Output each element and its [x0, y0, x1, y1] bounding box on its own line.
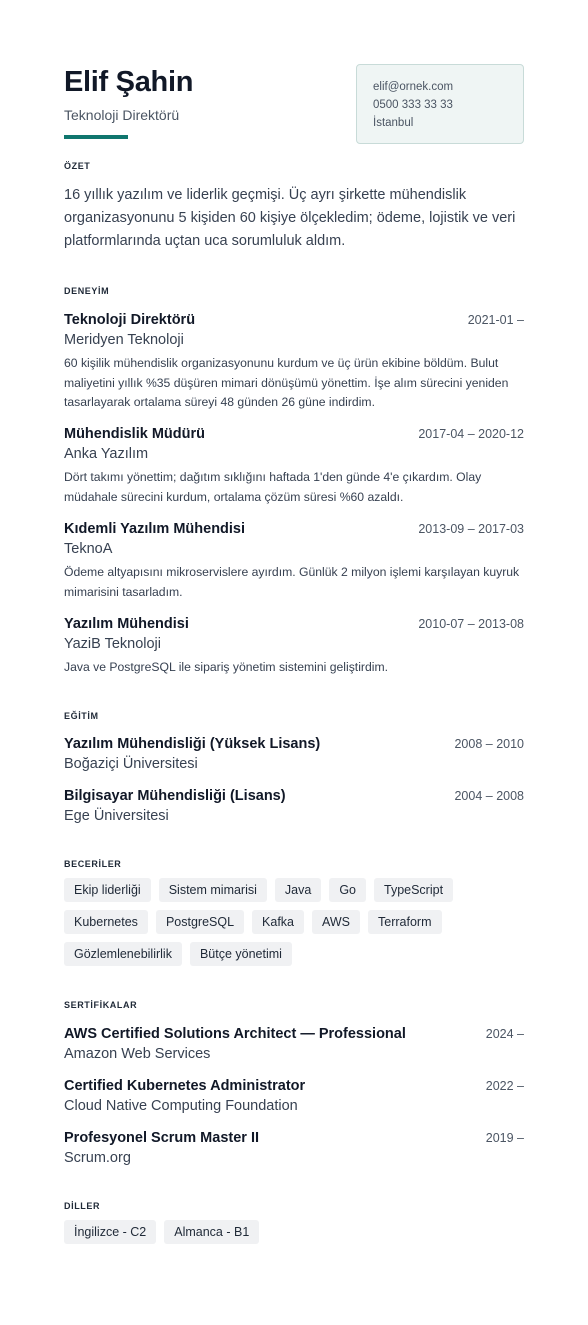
- person-role: Teknoloji Direktörü: [64, 107, 180, 123]
- contact-city: İstanbul: [373, 117, 414, 129]
- education-school: Boğaziçi Üniversitesi: [64, 756, 198, 772]
- skill-tag: Gözlemlenebilirlik: [64, 942, 182, 966]
- education-heading: EĞİTİM: [64, 711, 99, 721]
- contact-email[interactable]: elif@ornek.com: [373, 81, 454, 93]
- experience-description: Ödeme altyapısını mikroservislere ayırdım. Günlük 2 milyon işlemi karşılayan kuyruk mimarisini tasarladım.: [64, 565, 520, 599]
- certification-name: Certified Kubernetes Administrator: [64, 1078, 306, 1094]
- certification-date: 2022 –: [485, 1079, 524, 1093]
- skill-tag: Ekip liderliği: [64, 878, 151, 902]
- skill-tag: Bütçe yönetimi: [190, 942, 292, 966]
- education-item: [64, 734, 524, 774]
- education-item: [64, 786, 524, 826]
- experience-description: Java ve PostgreSQL ile sipariş yönetim sistemini geliştirdim.: [64, 660, 388, 674]
- skill-tag: Sistem mimarisi: [159, 878, 267, 902]
- education-date: 2008 – 2010: [454, 737, 524, 751]
- experience-company: Meridyen Teknoloji: [64, 332, 184, 348]
- experience-item: [64, 310, 524, 413]
- summary-text: 16 yıllık yazılım ve liderlik geçmişi. Üç ayrı şirkette mühendislik organizasyonunu 5 kişiden 60 kişiye ölçekledim; ödeme, lojistik ve veri platformlarında uçtan uca sorumluluk aldım.: [64, 187, 516, 249]
- certification-item: [64, 1128, 524, 1168]
- skill-tag: Terraform: [368, 910, 441, 934]
- summary-heading: ÖZET: [64, 161, 91, 171]
- experience-date: 2010-07 – 2013-08: [418, 617, 524, 631]
- experience-item: [64, 519, 524, 602]
- certification-name: Profesyonel Scrum Master II: [64, 1130, 260, 1146]
- experience-item: [64, 614, 524, 678]
- certification-date: 2024 –: [485, 1027, 524, 1041]
- resume-page: [64, 64, 524, 1239]
- experience-role: Mühendislik Müdürü: [64, 426, 205, 442]
- accent-bar: [64, 135, 128, 139]
- experience-company: Anka Yazılım: [64, 446, 149, 462]
- skill-tag: Go: [329, 878, 366, 902]
- skills-list: [64, 878, 534, 966]
- languages-list: [64, 1220, 534, 1244]
- certification-item: [64, 1076, 524, 1116]
- experience-item: [64, 424, 524, 507]
- certification-issuer: Amazon Web Services: [64, 1046, 211, 1062]
- experience-date: 2017-04 – 2020-12: [418, 427, 524, 441]
- skill-tag: TypeScript: [374, 878, 453, 902]
- skill-tag: Java: [275, 878, 321, 902]
- experience-date: 2021-01 –: [467, 313, 524, 327]
- person-name: Elif Şahin: [64, 66, 194, 98]
- education-school: Ege Üniversitesi: [64, 808, 169, 824]
- certification-issuer: Scrum.org: [64, 1150, 131, 1166]
- certification-name: AWS Certified Solutions Architect — Professional: [64, 1026, 406, 1042]
- skills-heading: BECERİLER: [64, 859, 122, 869]
- experience-date: 2013-09 – 2017-03: [418, 522, 524, 536]
- language-tag: Almanca - B1: [164, 1220, 259, 1244]
- certification-item: [64, 1024, 524, 1064]
- experience-company: YaziB Teknoloji: [64, 636, 161, 652]
- skill-tag: Kafka: [252, 910, 304, 934]
- experience-role: Yazılım Mühendisi: [64, 616, 189, 632]
- experience-role: Kıdemli Yazılım Mühendisi: [64, 521, 246, 537]
- languages-heading: DİLLER: [64, 1201, 101, 1211]
- contact-card: [356, 64, 524, 144]
- skill-tag: AWS: [312, 910, 360, 934]
- contact-phone[interactable]: 0500 333 33 33: [373, 99, 453, 111]
- experience-company: TeknoA: [64, 541, 113, 557]
- skill-tag: Kubernetes: [64, 910, 148, 934]
- experience-role: Teknoloji Direktörü: [64, 312, 196, 328]
- education-degree: Bilgisayar Mühendisliği (Lisans): [64, 788, 286, 804]
- skill-tag: PostgreSQL: [156, 910, 244, 934]
- language-tag: İngilizce - C2: [64, 1220, 156, 1244]
- experience-description: Dört takımı yönettim; dağıtım sıklığını haftada 1'den günde 4'e çıkardım. Olay müdahale sürecini kurdum, ortalama çözüm süresi %60 azaldı.: [64, 470, 482, 504]
- education-date: 2004 – 2008: [454, 789, 524, 803]
- education-degree: Yazılım Mühendisliği (Yüksek Lisans): [64, 736, 321, 752]
- certification-issuer: Cloud Native Computing Foundation: [64, 1098, 298, 1114]
- experience-description: 60 kişilik mühendislik organizasyonunu kurdum ve üç ürün ekibine böldüm. Bulut maliyetini yıllık %35 düşüren mimari dönüşümü yönettim. İşe alım sürecini yeniden tasarlayarak ortalama süreyi 48 günden 26 güne indirdim.: [64, 356, 509, 409]
- resume-header: [64, 64, 524, 140]
- experience-heading: DENEYİM: [64, 286, 110, 296]
- certifications-heading: SERTİFİKALAR: [64, 1000, 138, 1010]
- certification-date: 2019 –: [485, 1131, 524, 1145]
